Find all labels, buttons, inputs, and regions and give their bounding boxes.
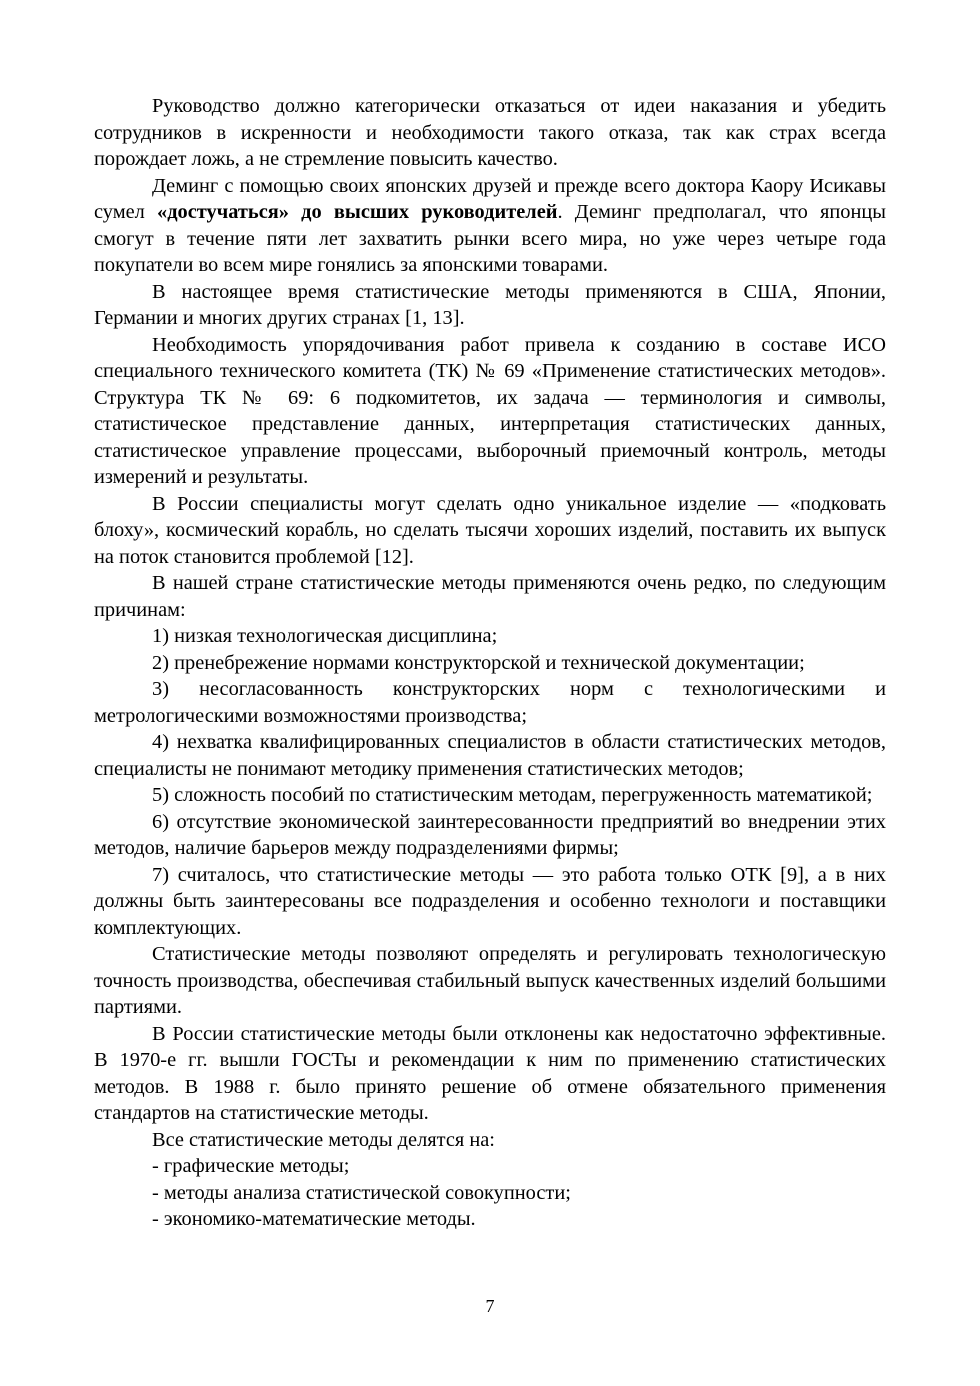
list-item-reason-4: 4) нехватка квалифицированных специалистов в области статистических методов, специалисты не понимают методику применения статистических методов;	[94, 731, 886, 780]
list-item-reason-7: 7) считалось, что статистические методы — это работа только ОТК [9], а в них должны быть заинтересованы все подразделения и особенно технологи и поставщики комплектующих.	[94, 863, 886, 939]
page-number: 7	[485, 1296, 495, 1316]
list-item-graphic-methods: - графические методы;	[152, 1155, 350, 1177]
deming-text-after: . Деминг предполагал, что японцы смогут в течение пяти лет захватить рынки всего мира, но уже через четыре года покупатели во всем мире гонялись за японскими товарами.	[94, 201, 886, 276]
list-item-analysis-methods: - методы анализа статистической совокупности;	[152, 1181, 571, 1204]
list-item-reason-2: 2) пренебрежение нормами конструкторской и технической документации;	[152, 651, 805, 674]
paragraph-russia-rejected: В России статистические методы были отклонены как недостаточно эффективные. В 1970-е гг. вышли ГОСТы и рекомендации к ним по применению статистических методов. В 1988 г. было принято решение об отмене обязательного применения стандартов на статистические методы.	[94, 1022, 886, 1124]
list-item-reason-6: 6) отсутствие экономической заинтересованности предприятий во внедрении этих методов, наличие барьеров между подразделениями фирмы;	[94, 810, 886, 859]
deming-bold-phrase: «достучаться» до высших руководителей	[157, 201, 558, 223]
list-item-reason-5: 5) сложность пособий по статистическим методам, перегруженность математикой;	[152, 784, 873, 806]
paragraph-reasons-intro: В нашей стране статистические методы применяются очень редко, по следующим причинам:	[94, 572, 886, 621]
document-page	[94, 93, 886, 1233]
paragraph-methods-allow: Статистические методы позволяют определять и регулировать технологическую точность производства, обеспечивая стабильный выпуск качественных изделий большими партиями.	[94, 943, 886, 1018]
paragraph-russia-flea: В России специалисты могут сделать одно уникальное изделие — «подковать блоху», космический корабль, но сделать тысячи хороших изделий, поставить их выпуск на поток становится проблемой [12].	[94, 492, 886, 568]
paragraph-usage-countries: В настоящее время статистические методы применяются в США, Японии, Германии и многих других странах [1, 13].	[94, 280, 886, 329]
list-item-reason-3: 3) несогласованность конструкторских норм с технологическими и метрологическими возможностями производства;	[94, 678, 886, 727]
paragraph-methods-divided: Все статистические методы делятся на:	[152, 1128, 495, 1151]
deming-text-before: Деминг с помощью своих японских друзей и прежде всего доктора Каору Исикавы сумел	[94, 174, 886, 223]
list-item-reason-1: 1) низкая технологическая дисциплина;	[152, 625, 498, 647]
paragraph-deming	[94, 173, 886, 279]
paragraph-iso-tc69: Необходимость упорядочивания работ привела к созданию в составе ИСО специального технического комитета (ТК) № 69 «Применение статистических методов». Структура ТК № 69: 6 подкомитетов, их задача — терминология и символы, статистическое представление данных, интерпретация статистических данных, статистическое управление процессами, выборочный приемочный контроль, методы измерений и результаты.	[94, 333, 886, 488]
paragraph-punishment: Руководство должно категорически отказаться от идеи наказания и убедить сотрудников в искренности и необходимости такого отказа, так как страх всегда порождает ложь, а не стремление повысить качество.	[94, 95, 886, 170]
list-item-econ-math-methods: - экономико-математические методы.	[152, 1208, 476, 1230]
